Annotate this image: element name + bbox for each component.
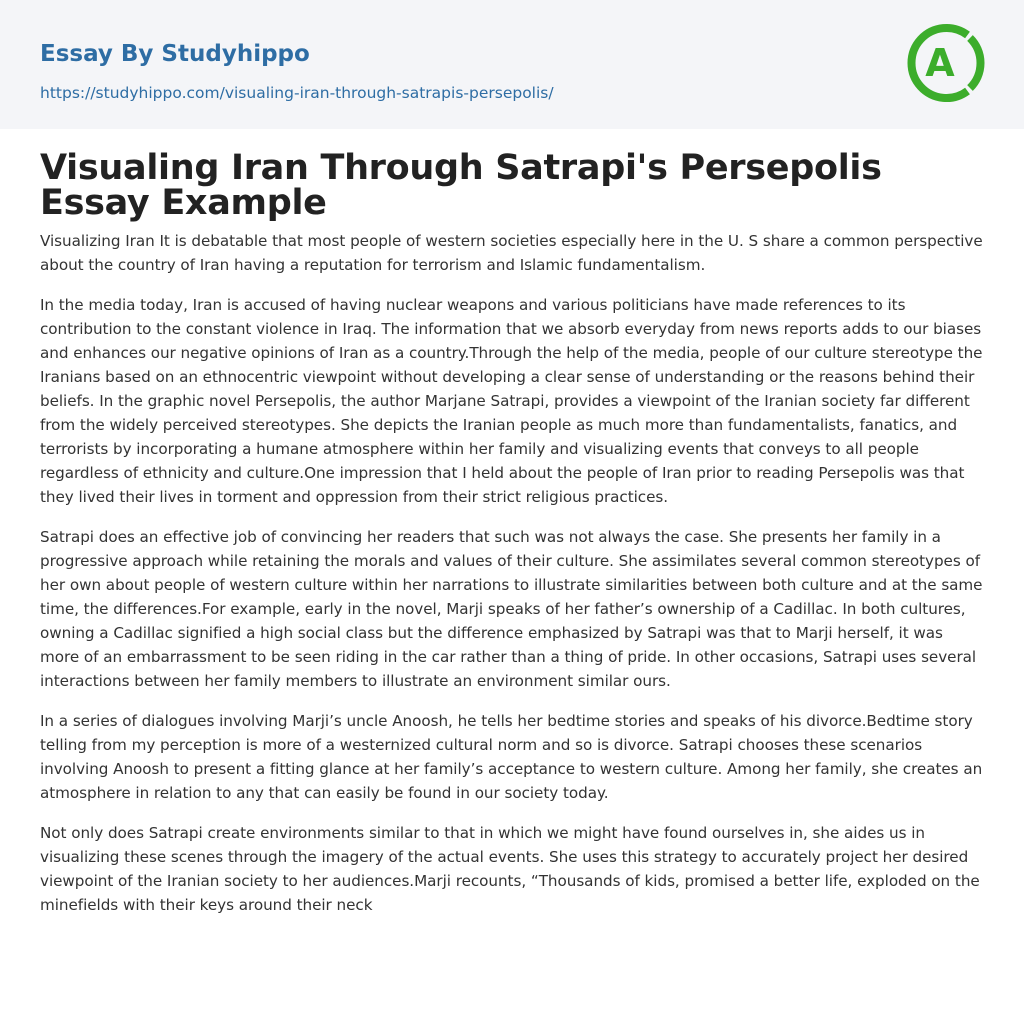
- studyhippo-a-logo-icon[interactable]: [896, 17, 988, 109]
- essay-paragraph-4: In a series of dialogues involving Marji’s uncle Anoosh, he tells her bedtime stories and speaks of his divorce.Bedtime story telling from my perception is more of a westernized cultural norm and so is divorce. Satrapi chooses these scenarios involving Anoosh to present a fitting glance at her family’s acceptance to western culture. Among her family, she creates an atmosphere in relation to any that can easily be found in our society today.: [40, 712, 983, 802]
- essay-paragraph-3: Satrapi does an effective job of convincing her readers that such was not always the case. She presents her family in a progressive approach while retaining the morals and values of their culture. She assimilates several common stereotypes of her own about people of western culture within her narrations to illustrate similarities between both culture and at the same time, the differences.For example, early in the novel, Marji speaks of her father’s ownership of a Cadillac. In both cultures, owning a Cadillac signified a high social class but the difference emphasized by Satrapi was that to Marji herself, it was more of an embarrassment to be seen riding in the car rather than a thing of pride. In other occasions, Satrapi uses several interactions between her family members to illustrate an environment similar ours.: [40, 528, 983, 690]
- site-brand[interactable]: Essay By Studyhippo: [40, 41, 310, 67]
- essay-paragraph-1: Visualizing Iran It is debatable that most people of western societies especially here in the U. S share a common perspective about the country of Iran having a reputation for terrorism and Islamic fundamentalism.: [40, 232, 983, 274]
- logo-letter: A: [925, 41, 955, 85]
- page-title: Visualing Iran Through Satrapi's Persepolis Essay Example: [40, 148, 882, 223]
- site-header: [0, 0, 1024, 129]
- essay-body: [40, 229, 984, 917]
- source-url-link[interactable]: https://studyhippo.com/visualing-iran-through-satrapis-persepolis/: [40, 84, 554, 102]
- essay-paragraph-2: In the media today, Iran is accused of having nuclear weapons and various politicians have made references to its contribution to the constant violence in Iraq. The information that we absorb everyday from news reports adds to our biases and enhances our negative opinions of Iran as a country.Through the help of the media, people of our culture stereotype the Iranians based on an ethnocentric viewpoint without developing a clear sense of understanding or the reasons behind their beliefs. In the graphic novel Persepolis, the author Marjane Satrapi, provides a viewpoint of the Iranian society far different from the widely perceived stereotypes. She depicts the Iranian people as much more than fundamentalists, fanatics, and terrorists by incorporating a humane atmosphere within her family and visualizing events that conveys to all people regardless of ethnicity and culture.One impression that I held about the people of Iran prior to reading Persepolis was that they lived their lives in torment and oppression from their strict religious practices.: [40, 296, 983, 506]
- essay-article: [0, 129, 1024, 917]
- essay-paragraph-5: Not only does Satrapi create environments similar to that in which we might have found ourselves in, she aides us in visualizing these scenes through the imagery of the actual events. She uses this strategy to accurately project her desired viewpoint of the Iranian society to her audiences.Marji recounts, “Thousands of kids, promised a better life, exploded on the minefields with their keys around their neck: [40, 824, 980, 914]
